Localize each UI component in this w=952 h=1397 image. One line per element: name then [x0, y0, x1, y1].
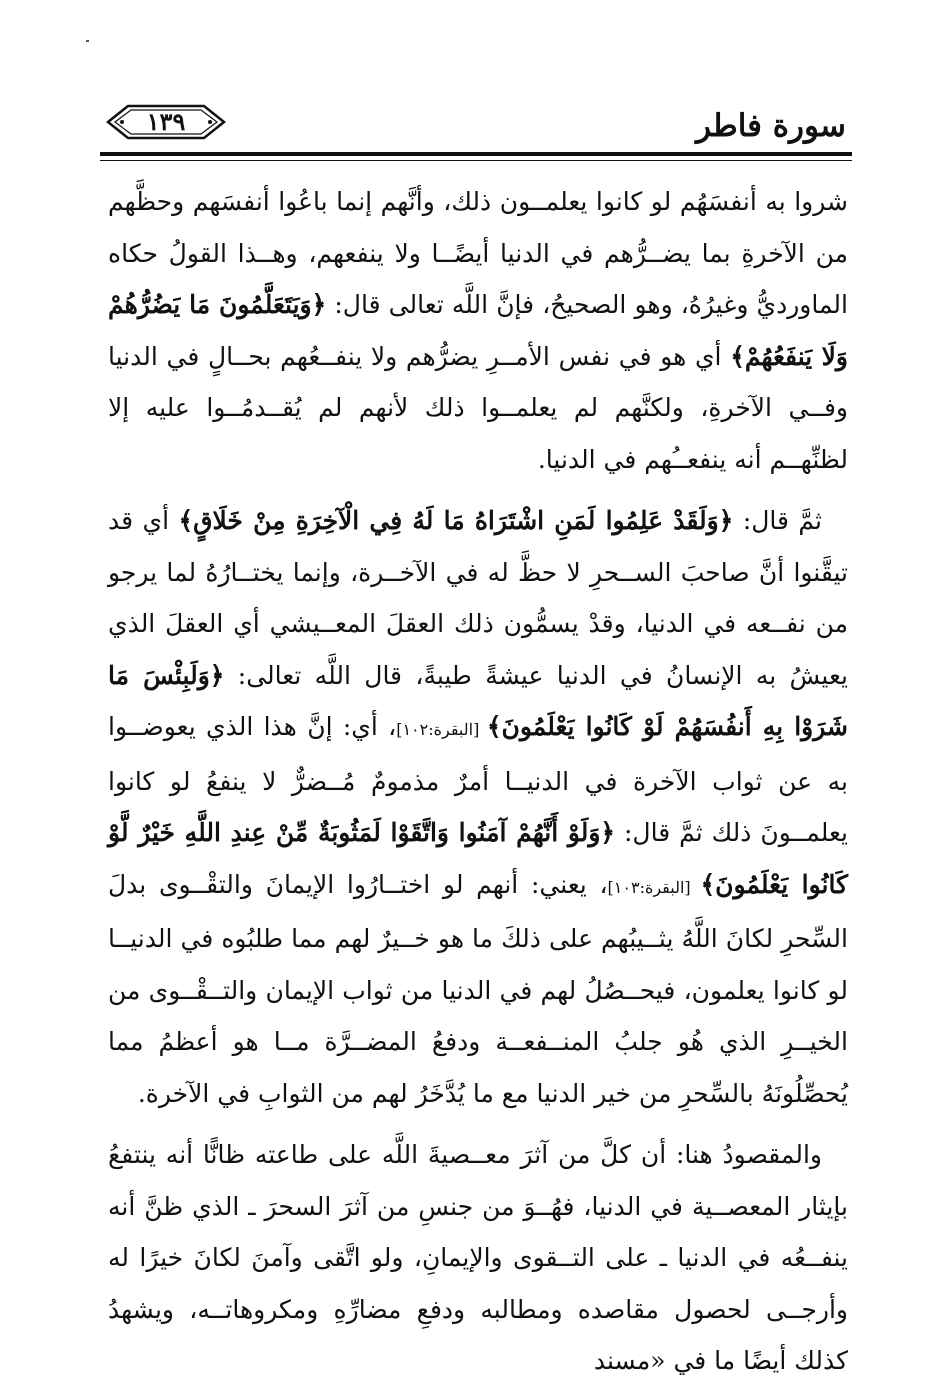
scan-speck	[86, 40, 89, 42]
page-number: ١٣٩	[146, 107, 186, 136]
text-segment: ثمَّ قال:	[733, 506, 823, 535]
page-number-badge	[106, 102, 226, 142]
text-segment: شروا به أنفسَهُم لو كانوا يعلمــون ذلك، وأنَّهم إنما باعُوا أنفسَهم وحظَّهم من الآخرةِ بما يضــرُّهم في الدنيا أيضًــا ولا ينفعهم، وهــذا القولُ حكاه الماورديُّ وغيرُهُ، وهو الصحيحُ، فإنَّ اللَّه تعالى قال:	[108, 187, 848, 319]
quran-verse: ﴿وَلَبِئْسَ مَا شَرَوْا بِهِ أَنفُسَهُمْ لَوْ كَانُوا يَعْلَمُونَ﴾	[108, 660, 848, 741]
text-segment: أي هو في نفس الأمــرِ يضرُّهم ولا ينفــعُهم بحــالٍ في الدنيا وفــي الآخرةِ، ولكنَّهم لم يعلمــوا ذلك لأنهم لم يُقــدمُــوا عليه إلا لظنِّهــم أنه ينفعــُهم في الدنيا.	[108, 341, 848, 474]
verse-reference: [البقرة:١٠٣]	[607, 877, 701, 897]
quran-verse: ﴿وَلَقَدْ عَلِمُوا لَمَنِ اشْتَرَاهُ مَا لَهُ فِي الْآخِرَةِ مِنْ خَلَاقٍ﴾	[178, 506, 734, 535]
quran-verse: ﴿وَلَوْ أَنَّهُمْ آمَنُوا وَاتَّقَوْا لَمَثُوبَةٌ مِّنْ عِندِ اللَّهِ خَيْرٌ لَّوْ كَانُوا يَعْلَمُونَ﴾	[108, 818, 848, 899]
quran-verse: ﴿وَيَتَعَلَّمُونَ مَا يَضُرُّهُمْ وَلَا يَنفَعُهُمْ﴾	[108, 290, 848, 371]
paragraph	[108, 176, 848, 485]
surah-title: سورة فاطر	[695, 108, 846, 144]
header-rule-thin	[100, 160, 852, 161]
header-rule-thick	[100, 152, 852, 156]
text-segment: والمقصودُ هنا: أن كلَّ من آثرَ معــصيةَ اللَّه على طاعته ظانًّا أنه ينتفعُ بإيثار المعصــية في الدنيا، فهُــوَ من جنسِ من آثرَ السحرَ ـ الذي ظنَّ أنه ينفــعُه في الدنيا ـ على التــقوى والإيمانِ، ولو اتَّقى وآمنَ لكانَ خيرًا له وأرجــى لحصول مقاصده ومطالبه ودفعِ مضارِّهِ ومكروهاتــه، ويشهدُ كذلك أيضًا ما في «مسند	[108, 1140, 848, 1375]
text-segment: أي قد تيقَّنوا أنَّ صاحبَ الســحرِ لا حظَّ له في الآخــرة، وإنما يختــارُهُ لما يرجو من نفــعه في الدنيا، وقدْ يسمُّون ذلك العقلَ المعــيشي أي العقلَ الذي يعيشُ به الإنسانُ في الدنيا عيشةً طيبةً، قال اللَّه تعالى:	[108, 506, 849, 690]
paragraph	[108, 1129, 848, 1387]
text-segment: ، يعني: أنهم لو اختــارُوا الإيمانَ والتقْــوى بدلَ السِّحرِ لكانَ اللَّهُ يثــيبُهم على ذلكَ ما هو خــيرٌ لهم مما طلبُوه في الدنيــا لو كانوا يعلمون، فيحــصُلُ لهم في الدنيا من ثواب الإيمان والتــقْــوى من الخيــرِ الذي هُو جلبُ المنــفعــة ودفعُ المضــرَّة مــا هو أعظمُ مما يُحصِّلُونَهُ بالسِّحرِ من خير الدنيا مع ما يُدَّخَرُ لهم من الثوابِ في الآخرة.	[108, 869, 848, 1108]
verse-reference: [البقرة:١٠٢]	[396, 720, 487, 739]
paragraph	[108, 495, 848, 1119]
text-segment: ، أي: إنَّ هذا الذي يعوضــوا به عن ثواب الآخرة في الدنيــا أمرٌ مذمومٌ مُــضرٌّ لا ينفعُ لو كانوا يعلمــونَ ذلك ثمَّ قال:	[108, 712, 849, 847]
page-header	[100, 92, 852, 152]
main-text	[108, 176, 848, 1397]
